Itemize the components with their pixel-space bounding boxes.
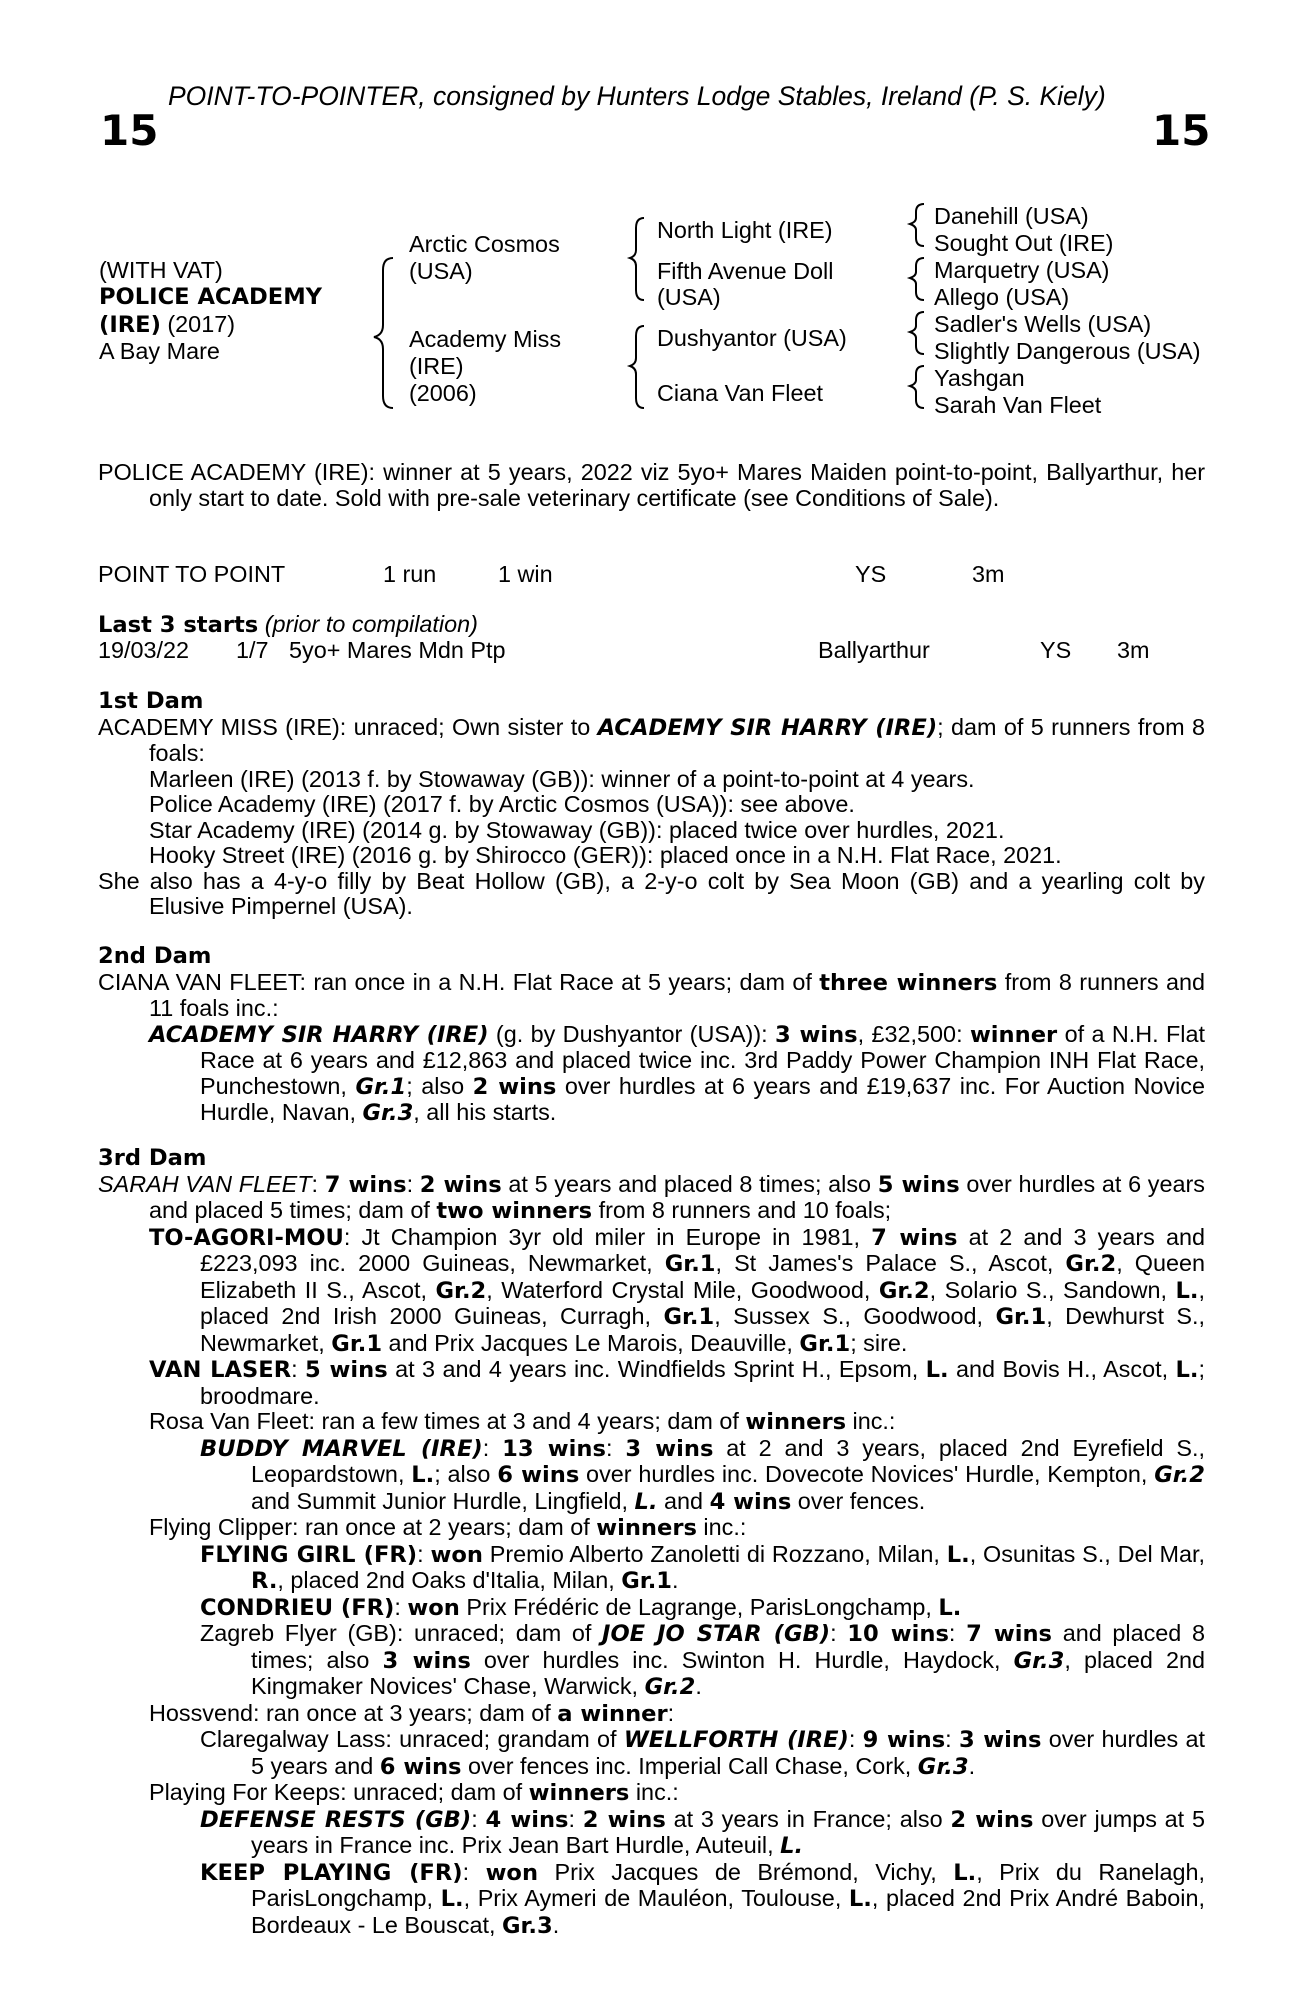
co-l1: L. xyxy=(938,1594,962,1621)
kp-name: KEEP PLAYING (FR) xyxy=(200,1859,463,1886)
td-buddy-marvel xyxy=(98,1436,1205,1516)
zf-f: and placed 8 times; also xyxy=(251,1620,1206,1673)
vl-c: at 3 and 4 years inc. Windfields Sprint H., Epsom, xyxy=(387,1356,926,1382)
horse-description: A Bay Mare xyxy=(99,338,220,364)
dr-d: 2 wins xyxy=(582,1806,666,1833)
td-j: from 8 runners and 10 foals; xyxy=(592,1197,892,1223)
vl-name: VAN LASER xyxy=(149,1357,292,1383)
td-playing-for-keeps xyxy=(98,1780,1205,1807)
bm-a: : xyxy=(482,1434,503,1461)
td-zagreb-flyer xyxy=(98,1621,1205,1701)
zf-b: : xyxy=(830,1620,848,1646)
kp-e: , Prix Aymeri de Mauléon, Toulouse, xyxy=(463,1885,849,1911)
sd-h-j: Gr.3 xyxy=(362,1100,414,1126)
horse-name: POLICE ACADEMY xyxy=(99,284,323,310)
horse-country: (IRE) xyxy=(99,312,161,338)
tam-k: and Prix Jacques Le Marois, Deauville, xyxy=(382,1329,800,1356)
tam-a: : Jt Champion 3yr old miler in Europe in 1981, xyxy=(343,1223,872,1250)
td-hossvend xyxy=(98,1701,1205,1728)
td-h: over hurdles at 6 years and placed 5 times; dam of xyxy=(149,1170,1205,1223)
td-a: SARAH VAN FLEET xyxy=(98,1170,312,1197)
sd-intro-c: from 8 runners and 11 foals inc.: xyxy=(149,968,1205,1021)
start-race: 5yo+ Mares Mdn Ptp xyxy=(289,637,506,663)
cl-a: Claregalway Lass: unraced; grandam of xyxy=(200,1726,624,1752)
ptp-distance: 3m xyxy=(972,561,1005,587)
brace-g1 xyxy=(910,204,924,246)
td-flying-clipper xyxy=(98,1515,1205,1542)
pk-b: winners xyxy=(528,1780,630,1806)
tam-i: , Sussex S., Goodwood, xyxy=(714,1303,996,1329)
sd-h-d: winner xyxy=(969,1021,1058,1048)
first-dam-title: 1st Dam xyxy=(98,688,204,714)
tam-name: TO-AGORI-MOU xyxy=(149,1224,344,1251)
vl-l1: L. xyxy=(925,1357,949,1383)
dam-year: (2006) xyxy=(409,380,477,406)
td-claregalway-lass xyxy=(98,1727,1205,1780)
fg-r: R. xyxy=(251,1568,278,1594)
ptp-going: YS xyxy=(855,561,887,587)
td-intro xyxy=(98,1172,1205,1225)
zf-i: , placed 2nd Kingmaker Novices' Chase, Warwick, xyxy=(251,1646,1205,1699)
dr-c: : xyxy=(568,1805,583,1832)
fg-e: , placed 2nd Oaks d'Italia, Milan, xyxy=(277,1567,622,1593)
kp-l3: L. xyxy=(848,1886,872,1912)
co-a: : xyxy=(394,1593,408,1620)
zf-e: 7 wins xyxy=(966,1621,1053,1647)
bm-l2: L. xyxy=(634,1488,658,1515)
bm-d: 3 wins xyxy=(625,1435,714,1462)
vat-note: (WITH VAT) xyxy=(99,257,223,283)
vl-e: ; broodmare. xyxy=(200,1356,1205,1409)
first-dam-also: She also has a 4-y-o filly by Beat Hollow (GB), a 2-y-o colt by Sea Moon (GB) and a yearling colt by Elusive Pimpernel (USA). xyxy=(98,867,1205,919)
kp-l1: L. xyxy=(953,1859,977,1886)
cl-h: over fences inc. Imperial Call Chase, Cork, xyxy=(461,1752,918,1779)
bm-i: and Summit Junior Hurdle, Lingfield, xyxy=(251,1487,635,1514)
hv-c: : xyxy=(667,1699,675,1726)
gen3-1: Danehill (USA) xyxy=(934,203,1089,229)
tam-l1: L. xyxy=(1175,1277,1199,1304)
td-i: two winners xyxy=(436,1198,593,1224)
rvf-a: Rosa Van Fleet: ran a few times at 3 and 4 years; dam of xyxy=(149,1408,746,1434)
brace-gen1 xyxy=(374,258,393,408)
gen3-2: Sought Out (IRE) xyxy=(934,230,1114,256)
kp-d: , Prix du Ranelagh, ParisLongchamp, xyxy=(251,1858,1206,1911)
cl-gr3: Gr.3 xyxy=(917,1753,969,1780)
co-name: CONDRIEU (FR) xyxy=(200,1594,395,1621)
sd-h-i: over hurdles at 6 years and £19,637 inc. For Auction Novice Hurdle, Navan, xyxy=(200,1072,1205,1125)
bm-b: 13 wins xyxy=(502,1435,606,1462)
cl-b: : xyxy=(848,1726,863,1752)
sd-h-g: ; also xyxy=(406,1072,473,1099)
cl-c: 9 wins xyxy=(862,1727,946,1753)
second-dam-title: 2nd Dam xyxy=(98,943,212,969)
dam-country: (IRE) xyxy=(409,353,464,379)
td-to-agori-mou xyxy=(98,1225,1205,1358)
fg-c: Premio Alberto Zanoletti di Rozzano, Milan, xyxy=(482,1540,947,1567)
tam-gr1e: Gr.1 xyxy=(799,1330,851,1357)
kp-b: won xyxy=(485,1859,539,1886)
ptp-label: POINT TO POINT xyxy=(98,561,286,587)
td-rosa-van-fleet xyxy=(98,1409,1205,1436)
last-starts-title: Last 3 starts xyxy=(98,612,259,638)
bm-g: 6 wins xyxy=(497,1462,580,1488)
sire-sire: North Light (IRE) xyxy=(657,217,833,243)
tam-gr1b: Gr.1 xyxy=(663,1304,715,1330)
second-dam-intro xyxy=(98,970,1205,1022)
fg-a: : xyxy=(417,1540,431,1567)
sd-h-b: 3 wins xyxy=(775,1021,858,1048)
cl-f: over hurdles at 5 years and xyxy=(251,1726,1205,1779)
offspring-2: Police Academy (IRE) (2017 f. by Arctic Cosmos (USA)): see above. xyxy=(149,791,855,817)
sd-harry-name: ACADEMY SIR HARRY (IRE) xyxy=(149,1021,489,1048)
first-dam-intro-a: ACADEMY MISS (IRE): unraced; Own sister to xyxy=(98,713,598,740)
td-e: 2 wins xyxy=(419,1171,502,1198)
start-date: 19/03/22 xyxy=(98,637,190,663)
sd-h-h: 2 wins xyxy=(472,1073,557,1100)
fc-a: Flying Clipper: ran once at 2 years; dam of xyxy=(149,1514,597,1540)
fg-f: . xyxy=(672,1567,679,1593)
tam-h: , placed 2nd Irish 2000 Guineas, Curragh, xyxy=(200,1276,1205,1329)
tam-f: , Waterford Crystal Mile, Goodwood, xyxy=(486,1276,879,1303)
tam-b: 7 wins xyxy=(871,1224,958,1251)
pk-a: Playing For Keeps: unraced; dam of xyxy=(149,1779,529,1805)
tam-gr1c: Gr.1 xyxy=(995,1304,1047,1330)
vl-b: 5 wins xyxy=(305,1357,388,1383)
fg-b: won xyxy=(430,1541,483,1568)
first-dam-intro-c: ; dam of 5 runners from 8 foals: xyxy=(149,713,1205,766)
sire-dam-country: (USA) xyxy=(657,284,721,310)
start-course: Ballyarthur xyxy=(818,637,930,663)
dr-l1: L. xyxy=(780,1833,804,1859)
cl-e: 3 wins xyxy=(958,1727,1042,1753)
bm-l1: L. xyxy=(411,1462,435,1488)
brace-g4 xyxy=(910,366,924,408)
zf-gr3: Gr.3 xyxy=(1013,1647,1065,1674)
cl-name: WELLFORTH (IRE) xyxy=(623,1727,849,1753)
start-going: YS xyxy=(1040,637,1072,663)
zf-gr2: Gr.2 xyxy=(644,1674,696,1700)
kp-a: : xyxy=(462,1858,486,1885)
rvf-c: inc.: xyxy=(846,1408,896,1434)
td-b: : xyxy=(311,1170,325,1197)
sire-dam: Fifth Avenue Doll xyxy=(657,258,834,284)
zf-c: 10 wins xyxy=(847,1621,949,1647)
start-distance: 3m xyxy=(1117,637,1150,663)
first-dam-sister: ACADEMY SIR HARRY (IRE) xyxy=(597,714,938,741)
dr-f: 2 wins xyxy=(950,1806,1034,1833)
offspring-4: Hooky Street (IRE) (2016 g. by Shirocco (GER)): placed once in a N.H. Flat Race, 2021. xyxy=(149,842,1062,868)
ptp-wins: 1 win xyxy=(498,561,553,587)
sd-h-k: , all his starts. xyxy=(413,1099,557,1125)
gen3-4: Allego (USA) xyxy=(934,284,1070,310)
kp-l2: L. xyxy=(440,1886,464,1912)
tam-gr1d: Gr.1 xyxy=(331,1330,383,1357)
td-keep-playing xyxy=(98,1860,1205,1940)
gen3-3: Marquetry (USA) xyxy=(934,257,1110,283)
dam-dam: Ciana Van Fleet xyxy=(657,380,823,406)
hv-b: a winner xyxy=(557,1700,668,1727)
bm-e: at 2 and 3 years, placed 2nd Eyrefield S., Leopardstown, xyxy=(251,1434,1206,1487)
horse-summary xyxy=(98,460,1205,511)
dr-a: : xyxy=(471,1805,486,1832)
tam-gr2c: Gr.2 xyxy=(878,1277,930,1304)
first-dam-section xyxy=(98,689,1205,920)
kp-f: , placed 2nd Prix André Baboin, Bordeaux - Le Bouscat, xyxy=(251,1885,1205,1938)
dr-name: DEFENSE RESTS (GB) xyxy=(200,1806,472,1833)
tam-g: , Solario S., Sandown, xyxy=(929,1276,1176,1303)
td-van-laser xyxy=(98,1357,1205,1409)
rvf-b: winners xyxy=(745,1409,847,1435)
dr-b: 4 wins xyxy=(485,1806,569,1833)
bm-name: BUDDY MARVEL (IRE) xyxy=(200,1435,483,1462)
gen3-5: Sadler's Wells (USA) xyxy=(934,311,1152,337)
tam-j: , Dewhurst S., Newmarket, xyxy=(200,1303,1206,1356)
pk-c: inc.: xyxy=(629,1779,679,1805)
td-f: at 5 years and placed 8 times; also xyxy=(501,1170,878,1197)
second-dam-section xyxy=(98,944,1205,1127)
third-dam-section xyxy=(98,1146,1205,1939)
td-flying-girl xyxy=(98,1542,1205,1595)
fg-name: FLYING GIRL (FR) xyxy=(200,1541,418,1568)
kp-gr3: Gr.3 xyxy=(501,1912,553,1939)
kp-g: . xyxy=(552,1911,560,1938)
last-starts-heading xyxy=(98,612,478,639)
sd-h-c: , £32,500: xyxy=(857,1020,970,1047)
cl-d: : xyxy=(945,1726,959,1752)
bm-gr2: Gr.2 xyxy=(1154,1462,1205,1488)
sd-h-e: of a N.H. Flat Race at 6 years and £12,863 and placed twice inc. 3rd Paddy Power Champion INH Flat Race, Punchestown, xyxy=(200,1020,1205,1099)
sd-intro-b: three winners xyxy=(819,969,998,996)
vl-a: : xyxy=(291,1356,306,1382)
td-d: : xyxy=(406,1170,420,1197)
summary-text: POLICE ACADEMY (IRE): winner at 5 years, 2022 viz 5yo+ Mares Maiden point-to-point, Ballyarthur, her only start to date. Sold with pre-sale veterinary certificate (see Conditions of Sale). xyxy=(98,459,1205,511)
tam-gr2b: Gr.2 xyxy=(435,1277,487,1304)
co-c: Prix Frédéric de Lagrange, ParisLongchamp, xyxy=(459,1593,939,1620)
sd-offspring-harry xyxy=(98,1022,1205,1127)
tam-c: at 2 and 3 years and £223,093 inc. 2000 Guineas, Newmarket, xyxy=(200,1223,1205,1276)
gen3-6: Slightly Dangerous (USA) xyxy=(934,338,1201,364)
bm-k: 4 wins xyxy=(709,1488,792,1515)
hv-a: Hossvend: ran once at 3 years; dam of xyxy=(149,1699,558,1726)
sire-name: Arctic Cosmos xyxy=(409,231,560,257)
fg-l1: L. xyxy=(946,1541,970,1568)
bm-c: : xyxy=(605,1434,626,1461)
brace-gen2-dam xyxy=(630,326,644,408)
dam-name: Academy Miss xyxy=(409,326,562,352)
brace-gen2-sire xyxy=(630,218,644,300)
vl-l2: L. xyxy=(1175,1357,1199,1383)
catalogue-header: POINT-TO-POINTER, consigned by Hunters Lodge Stables, Ireland (P. S. Kiely) xyxy=(168,81,1106,111)
brace-g3 xyxy=(910,312,924,354)
dam-sire: Dushyantor (USA) xyxy=(657,325,847,351)
offspring-1: Marleen (IRE) (2013 f. by Stowaway (GB)): winner of a point-to-point at 4 years. xyxy=(149,765,975,792)
sd-h-f: Gr.1 xyxy=(355,1073,407,1100)
bm-j: and xyxy=(657,1487,710,1514)
dr-g: over jumps at 5 years in France inc. Prix Jean Bart Hurdle, Auteuil, xyxy=(251,1805,1205,1858)
zf-name: JOE JO STAR (GB) xyxy=(602,1621,831,1647)
dr-e: at 3 years in France; also xyxy=(665,1805,951,1832)
fc-b: winners xyxy=(596,1515,697,1541)
zf-d: : xyxy=(948,1620,967,1646)
tam-gr2a: Gr.2 xyxy=(1065,1251,1117,1277)
last-starts-note: (prior to compilation) xyxy=(264,611,478,637)
tam-e: , Queen Elizabeth II S., Ascot, xyxy=(200,1250,1205,1303)
fg-gr1: Gr.1 xyxy=(621,1568,673,1594)
td-c: 7 wins xyxy=(324,1171,407,1198)
tam-gr1: Gr.1 xyxy=(664,1251,716,1277)
third-dam-title: 3rd Dam xyxy=(98,1145,207,1171)
zf-h: over hurdles inc. Swinton H. Hurdle, Haydock, xyxy=(470,1646,1014,1673)
bm-h: over hurdles inc. Dovecote Novices' Hurdle, Kempton, xyxy=(579,1461,1155,1487)
cl-g: 6 wins xyxy=(379,1753,462,1780)
zf-a: Zagreb Flyer (GB): unraced; dam of xyxy=(200,1620,603,1646)
gen3-8: Sarah Van Fleet xyxy=(934,392,1102,418)
sd-intro-a: CIANA VAN FLEET: ran once in a N.H. Flat Race at 5 years; dam of xyxy=(98,968,820,995)
offspring-3: Star Academy (IRE) (2014 g. by Stowaway (GB)): placed twice over hurdles, 2021. xyxy=(149,816,1005,843)
horse-year: (2017) xyxy=(160,311,236,337)
tam-l: ; sire. xyxy=(850,1329,908,1356)
fg-d: , Osunitas S., Del Mar, xyxy=(969,1540,1205,1567)
td-g: 5 wins xyxy=(877,1171,960,1198)
ptp-runs: 1 run xyxy=(383,561,437,587)
bm-l: over fences. xyxy=(791,1487,926,1514)
gen3-7: Yashgan xyxy=(934,365,1025,391)
lot-number-left: 15 xyxy=(100,106,159,155)
zf-g: 3 wins xyxy=(382,1647,471,1674)
vl-d: and Bovis H., Ascot, xyxy=(948,1356,1176,1382)
td-defense-rests xyxy=(98,1807,1205,1860)
fc-c: inc.: xyxy=(696,1514,747,1540)
start-position: 1/7 xyxy=(236,637,269,663)
first-dam-intro xyxy=(98,715,1205,767)
co-b: won xyxy=(407,1594,460,1621)
kp-c: Prix Jacques de Brémond, Vichy, xyxy=(538,1858,954,1885)
bm-f: ; also xyxy=(434,1461,498,1487)
td-condrieu xyxy=(98,1595,1205,1622)
sd-h-a: (g. by Dushyantor (USA)): xyxy=(488,1020,776,1047)
cl-i: . xyxy=(968,1752,976,1779)
zf-j: . xyxy=(695,1673,702,1699)
sire-country: (USA) xyxy=(409,258,473,284)
brace-g2 xyxy=(910,258,924,300)
tam-d: , St James's Palace S., Ascot, xyxy=(715,1250,1066,1276)
lot-number-right: 15 xyxy=(1152,106,1211,155)
